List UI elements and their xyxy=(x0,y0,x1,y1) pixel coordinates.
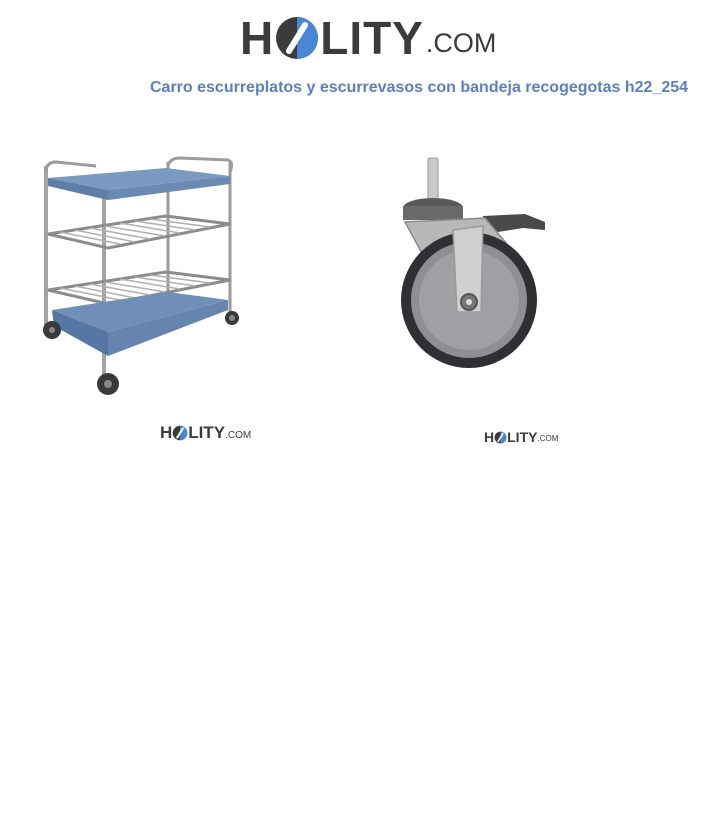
holity-watermark-logo xyxy=(160,423,251,443)
logo-o-icon xyxy=(274,15,320,61)
logo-letter-h: H xyxy=(484,429,495,445)
logo-domain: .COM xyxy=(225,429,252,441)
logo-letters-lity: LITY xyxy=(507,429,538,445)
logo-letters-lity: LITY xyxy=(188,423,226,442)
swivel-caster-wheel-image[interactable] xyxy=(395,152,555,372)
holity-watermark-logo xyxy=(484,428,558,446)
product-title: Carro escurreplatos y escurrevasos con bandeja recogegotas h22_254 xyxy=(150,79,689,96)
logo-domain: .COM xyxy=(425,27,497,58)
logo-letter-h: H xyxy=(240,12,275,64)
logo-letter-h: H xyxy=(160,423,173,442)
drain-cart-image[interactable] xyxy=(30,150,270,405)
logo-o-icon xyxy=(172,425,188,441)
logo-o-icon xyxy=(494,431,507,444)
holity-logo[interactable] xyxy=(240,12,496,64)
logo-domain: .COM xyxy=(537,434,559,443)
logo-letters-lity: LITY xyxy=(320,12,424,64)
